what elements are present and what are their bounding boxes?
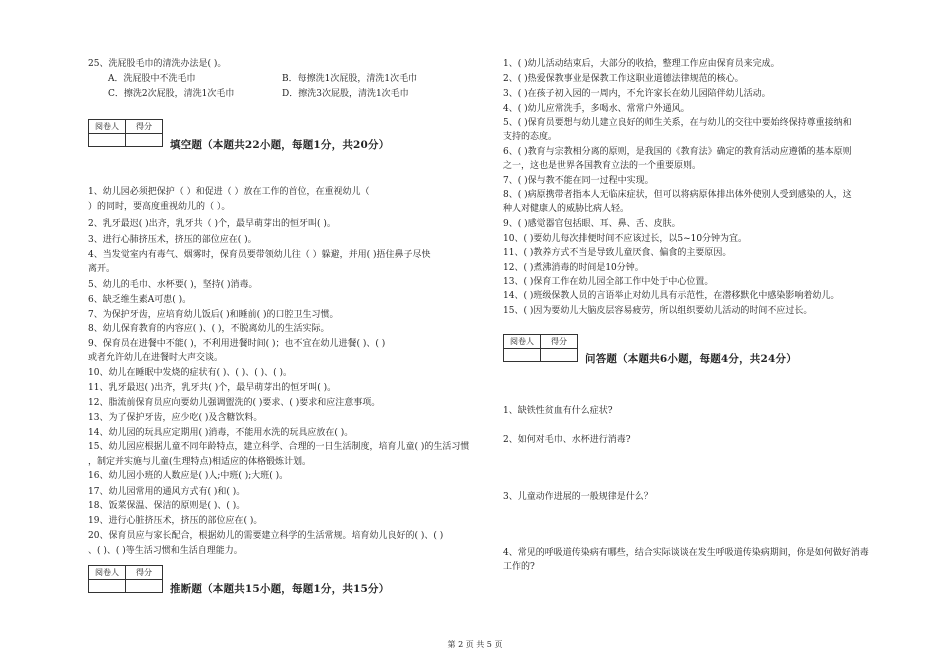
fill-line: 或者允许幼儿在进餐时大声交谈。 [88, 353, 224, 363]
fill-line: 、( )、( )等生活习惯和生活自理能力。 [88, 546, 243, 556]
qa-score-box [503, 334, 578, 362]
qa-item: 2、如何对毛巾、水杯进行消毒? [503, 435, 631, 445]
fill-line: 5、幼儿的毛巾、水杯要( )，坚持( )消毒。 [88, 280, 258, 290]
q25-option-b: B．每擦洗1次屁股，清洗1次毛巾 [282, 74, 418, 84]
reviewer-label: 阅卷人 [95, 568, 119, 577]
reviewer-label: 阅卷人 [95, 122, 119, 131]
fill-line: 1、幼儿园必须把保护（ ）和促进（ ）放在工作的首位，在重视幼儿（ [88, 187, 370, 197]
fill-line: 8、幼儿保育教育的内容应( )、( )，不脱离幼儿的生活实际。 [88, 324, 330, 334]
fill-line: 15、幼儿园应根据儿童不同年龄特点，建立科学、合理的一日生活制度，培育儿童( )的生活习惯 [88, 442, 470, 452]
judge-line: 11、( )教养方式不当是导致儿童厌食、偏食的主要原因。 [503, 248, 732, 258]
q25-option-d: D．擦洗3次屁股，清洗1次毛巾 [282, 89, 409, 99]
fill-line: 3、进行心肺挤压术，挤压的部位应在( )。 [88, 235, 257, 245]
fill-line: 7、为保护牙齿，应培育幼儿饭后( )和睡前( )的口腔卫生习惯。 [88, 310, 339, 320]
fill-line: 19、进行心脏挤压术，挤压的部位应在( )。 [88, 516, 263, 526]
judge-line: 3、( )在孩子初入园的一周内，不允许家长在幼儿园陪伴幼儿活动。 [503, 89, 771, 99]
page-number: 第 2 页 共 5 页 [447, 640, 503, 649]
judge-line: 之一，这也是世界各国教育立法的一个重要原则。 [503, 161, 702, 171]
judge-line: 2、( )热爱保教事业是保教工作这职业道德法律规范的核心。 [503, 74, 744, 84]
fill-line: 18、饭菜保温、保洁的原则是( )、( )。 [88, 501, 246, 511]
fill-line: 2、乳牙最迟( )出齐，乳牙共（ )个，最早萌芽出的恒牙叫( )。 [88, 219, 336, 229]
fill-line: 6、缺乏维生素A可患( )。 [88, 295, 192, 305]
qa-item: 3、儿童动作进展的一般规律是什么？ [503, 492, 653, 502]
fill-line: 10、幼儿在睡眠中发烧的症状有( )、( )、( )、( )。 [88, 368, 292, 378]
judge-line: 9、( )感觉器官包括眼、耳、鼻、舌、皮肤。 [503, 219, 681, 229]
fill-section-title: 填空题（本题共22小题，每题1分，共20分） [170, 139, 390, 151]
q25-stem: 25、洗屁股毛巾的清洗办法是( )。 [88, 59, 227, 69]
judge-line: 13、( )保育工作在幼儿园全部工作中处于中心位置。 [503, 277, 714, 287]
fill-line: 12、脂流前保育员应向要幼儿强调盥洗的( )要求、( )要求和应注意事项。 [88, 398, 381, 408]
fill-line: 离开。 [88, 264, 116, 274]
fill-line: ，制定并实施与儿童(生理特点)相适应的体格锻炼计划。 [88, 457, 312, 467]
judge-line: 12、( )煮沸消毒的时间是10分钟。 [503, 263, 644, 273]
score-label: 得分 [551, 337, 567, 346]
fill-line: 9、保育员在进餐中不能( )，不利用进餐时间( )；也不宜在幼儿进餐( )、( ) [88, 339, 386, 349]
q25-option-a: A．洗屁股中不洗毛巾 [108, 74, 196, 84]
judge-line: 7、( )保与教不能在同一过程中实现。 [503, 176, 654, 186]
fill-line: 14、幼儿园的玩具应定期用( )消毒，不能用水洗的玩具应放在( )。 [88, 428, 354, 438]
qa-item: 4、常见的呼吸道传染病有哪些，结合实际谈谈在发生呼吸道传染病期间，你是如何做好消毒 [503, 548, 869, 558]
judge-line: 10、( )要幼儿每次排便时间不应该过长，以5~10分钟为宜。 [503, 234, 748, 244]
judge-line: 支持的态度。 [503, 132, 558, 142]
judge-line: 6、( )教育与宗教相分离的原则，是我国的《教育法》确定的教育活动应遵循的基本原则 [503, 147, 852, 157]
score-label: 得分 [136, 568, 152, 577]
fill-line: 13、为了保护牙齿，应少吃( )及含糖饮料。 [88, 413, 263, 423]
judge-score-box [88, 565, 163, 593]
judge-line: 种人对健康人的威胁比病人轻。 [503, 204, 630, 214]
judge-line: 1、( )幼儿活动结束后，大部分的收拾，整理工作应由保育员来完成。 [503, 59, 780, 69]
judge-line: 14、( )班级保教人员的言语举止对幼儿具有示范性，在潜移默化中感染影响着幼儿。 [503, 291, 840, 301]
qa-item: 工作的? [503, 562, 535, 572]
qa-section-title: 问答题（本题共6小题，每题4分，共24分） [585, 353, 797, 365]
judge-line: 15、( )因为要幼儿大脑皮层容易疲劳，所以组织要幼儿活动的时间不应过长。 [503, 306, 813, 316]
judge-section-title: 推断题（本题共15小题，每题1分，共15分） [170, 583, 390, 595]
fill-score-box [88, 119, 163, 147]
reviewer-label: 阅卷人 [510, 337, 534, 346]
judge-line: 8、( )病原携带者指本人无临床症状，但可以将病原体排出体外使别人受到感染的人，这 [503, 190, 852, 200]
fill-line: 17、幼儿园常用的通风方式有( )和( )。 [88, 487, 246, 497]
q25-option-c: C．擦洗2次屁股，清洗1次毛巾 [108, 89, 235, 99]
judge-line: 5、( )保育员要想与幼儿建立良好的师生关系，在与幼儿的交往中要始终保持尊重接纳和 [503, 118, 852, 128]
fill-line: 11、乳牙最迟( )出齐，乳牙共( )个，最早萌芽出的恒牙叫( )。 [88, 383, 337, 393]
qa-item: 1、缺铁性贫血有什么症状? [503, 406, 613, 416]
score-label: 得分 [136, 122, 152, 131]
fill-line: ）的同时，要高度重视幼儿的（ ）。 [88, 202, 231, 212]
judge-line: 4、( )幼儿应常洗手，多喝水、常常户外通风。 [503, 104, 690, 114]
fill-line: 4、当发觉室内有毒气、烟雾时，保育员要带领幼儿往（ ）躲避，并用( )捂住鼻子尽快 [88, 250, 431, 260]
fill-line: 20、保育员应与家长配合，根据幼儿的需要建立科学的生活常规。培育幼儿良好的( )、( ) [88, 531, 444, 541]
fill-line: 16、幼儿园小班的人数应是( )人;中班( );大班( )。 [88, 471, 289, 481]
